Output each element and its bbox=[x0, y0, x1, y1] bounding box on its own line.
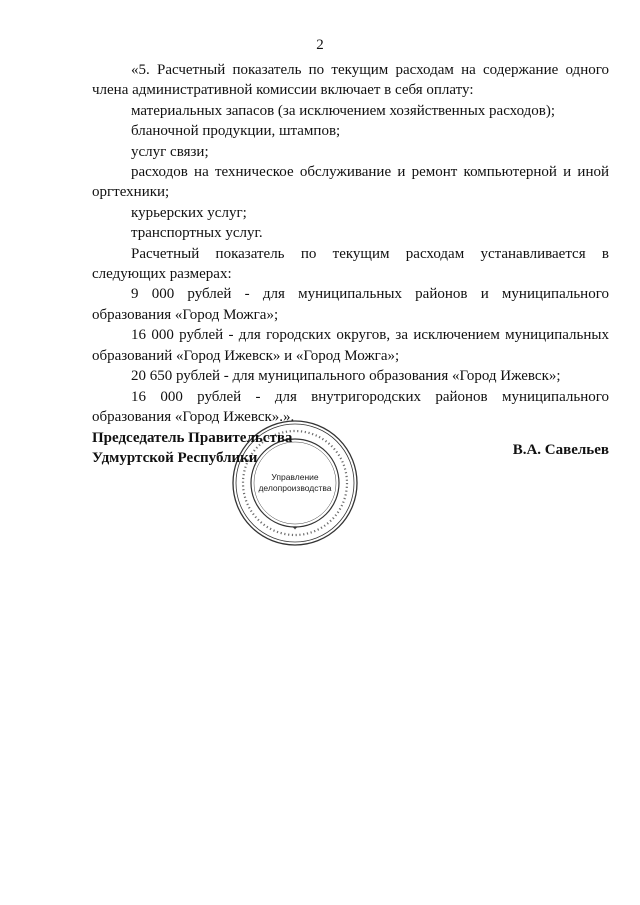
paragraph-item: услуг связи; bbox=[131, 143, 209, 160]
signatory-title bbox=[92, 428, 292, 468]
paragraph-intro: «5. Расчетный показатель по текущим расходам на содержание одного члена административной комиссии включает в себя оплату: bbox=[92, 62, 609, 99]
paragraph-item: курьерских услуг; bbox=[131, 204, 247, 221]
signatory-name: В.А. Савельев bbox=[512, 442, 609, 458]
paragraph-rate: 9 000 рублей - для муниципальных районов и муниципального образования «Город Можга»; bbox=[92, 286, 609, 323]
paragraph-item: материальных запасов (за исключением хозяйственных расходов); bbox=[131, 102, 556, 119]
paragraph-rate: 20 650 рублей - для муниципального образования «Город Ижевск»; bbox=[131, 368, 561, 385]
signatory-title-line1: Председатель Правительства bbox=[92, 430, 293, 446]
svg-text:✦: ✦ bbox=[292, 526, 298, 532]
seal-text-line1: Управление bbox=[271, 472, 319, 482]
paragraph-item: расходов на техническое обслуживание и ремонт компьютерной и иной оргтехники; bbox=[92, 164, 609, 201]
paragraph-item: бланочной продукции, штампов; bbox=[131, 123, 341, 140]
paragraph-rate: 16 000 рублей - для внутригородских районов муниципального образования «Город Ижевск».». bbox=[92, 388, 609, 425]
page-number: 2 bbox=[316, 37, 324, 53]
document-body bbox=[92, 60, 609, 427]
paragraph-item: транспортных услуг. bbox=[131, 225, 263, 242]
paragraph-rate: 16 000 рублей - для городских округов, за исключением муниципальных образований «Город Ижевск» и «Город Можга»; bbox=[92, 327, 609, 364]
signatory-title-line2: Удмуртской Республики bbox=[92, 450, 258, 466]
paragraph-rates-intro: Расчетный показатель по текущим расходам устанавливается в следующих размерах: bbox=[92, 245, 609, 283]
seal-text-line2: делопроизводства bbox=[258, 483, 332, 493]
